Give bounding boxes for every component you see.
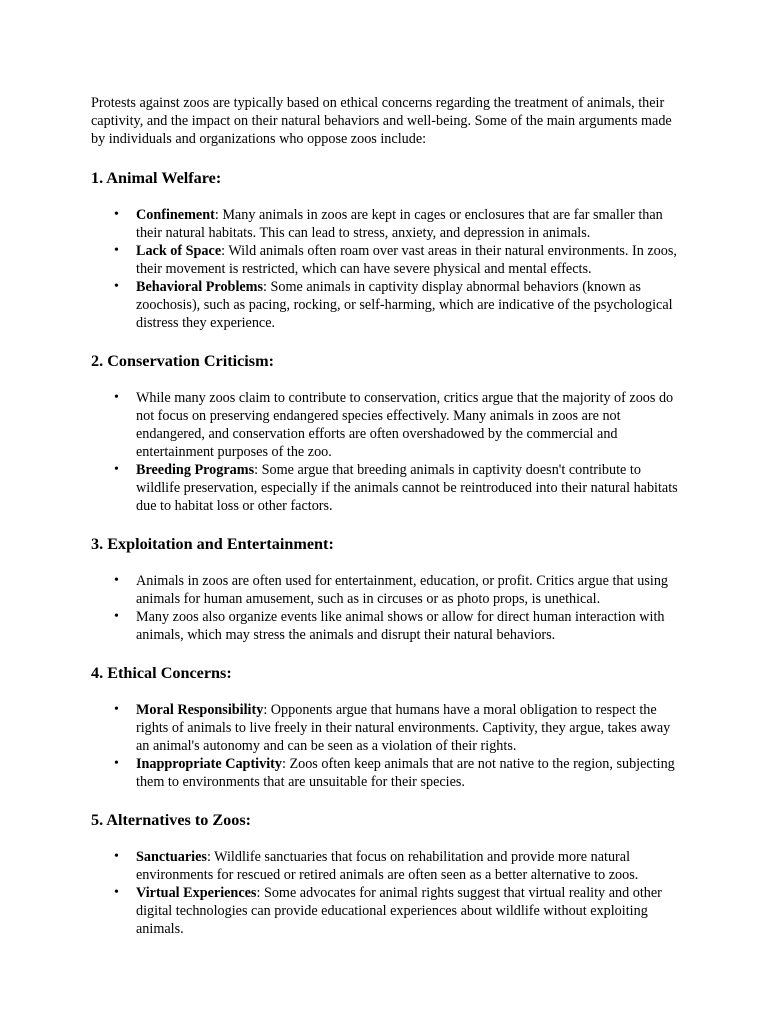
- list-item: [114, 206, 681, 242]
- bullet-icon: •: [114, 207, 119, 222]
- list-item: [114, 278, 681, 332]
- bullet-list: [91, 701, 681, 791]
- intro-paragraph: Protests against zoos are typically based on ethical concerns regarding the treatment of animals, their captivity, and the impact on their natural behaviors and well-being. Some of the main arguments made by individuals and organizations who oppose zoos include:: [91, 95, 672, 147]
- section-alternatives-to-zoos: [91, 810, 681, 938]
- item-term: Confinement: [136, 207, 215, 223]
- section-exploitation-entertainment: [91, 534, 681, 644]
- section-heading: 4. Ethical Concerns:: [91, 664, 232, 682]
- bullet-list: [91, 572, 681, 644]
- bullet-list: [91, 206, 681, 332]
- bullet-icon: •: [114, 390, 119, 405]
- list-item: [114, 242, 681, 278]
- bullet-icon: •: [114, 609, 119, 624]
- list-item: [114, 848, 681, 884]
- bullet-list: [91, 848, 681, 938]
- bullet-icon: •: [114, 756, 119, 771]
- item-text: While many zoos claim to contribute to conservation, critics argue that the majority of zoos do not focus on preserving endangered species effectively. Many animals in zoos are not endangered, and conservation efforts are often overshadowed by the commercial and entertainment purposes of the zoo.: [136, 390, 674, 460]
- section-animal-welfare: [91, 168, 681, 332]
- item-text: Animals in zoos are often used for entertainment, education, or profit. Critics argue that using animals for human amusement, such as in circuses or as photo props, is unethical.: [136, 573, 669, 607]
- list-item: [114, 608, 681, 644]
- bullet-icon: •: [114, 279, 119, 294]
- list-item: [114, 755, 681, 791]
- item-text: : Wildlife sanctuaries that focus on rehabilitation and provide more natural environments for rescued or retired animals are often seen as a better alternative to zoos.: [136, 849, 639, 883]
- item-text: : Some advocates for animal rights suggest that virtual reality and other digital technologies can provide educational experiences about wildlife without exploiting animals.: [136, 885, 662, 937]
- list-item: [114, 389, 681, 461]
- item-term: Moral Responsibility: [136, 702, 264, 718]
- item-text: : Many animals in zoos are kept in cages or enclosures that are far smaller than their natural habitats. This can lead to stress, anxiety, and depression in animals.: [136, 207, 663, 241]
- bullet-icon: •: [114, 849, 119, 864]
- section-conservation-criticism: [91, 351, 681, 515]
- item-term: Lack of Space: [136, 243, 222, 259]
- section-heading: 1. Animal Welfare:: [91, 169, 222, 187]
- section-heading: 2. Conservation Criticism:: [91, 352, 274, 370]
- list-item: [114, 884, 681, 938]
- item-text: : Zoos often keep animals that are not native to the region, subjecting them to environments that are unsuitable for their species.: [136, 756, 675, 790]
- item-term: Sanctuaries: [136, 849, 207, 865]
- section-heading: 3. Exploitation and Entertainment:: [91, 535, 334, 553]
- item-text: : Opponents argue that humans have a moral obligation to respect the rights of animals to live freely in their natural environments. Captivity, they argue, takes away an animal's autonomy and can be seen as a violation of their rights.: [136, 702, 671, 754]
- section-ethical-concerns: [91, 663, 681, 791]
- document-page: [91, 94, 681, 938]
- bullet-icon: •: [114, 573, 119, 588]
- item-term: Inappropriate Captivity: [136, 756, 282, 772]
- item-term: Behavioral Problems: [136, 279, 264, 295]
- bullet-icon: •: [114, 702, 119, 717]
- item-text: : Wild animals often roam over vast areas in their natural environments. In zoos, their movement is restricted, which can have severe physical and mental effects.: [136, 243, 677, 277]
- bullet-icon: •: [114, 243, 119, 258]
- list-item: [114, 461, 681, 515]
- list-item: [114, 701, 681, 755]
- item-text: : Some animals in captivity display abnormal behaviors (known as zoochosis), such as pacing, rocking, or self-harming, which are indicative of the psychological distress they experience.: [136, 279, 673, 331]
- item-term: Virtual Experiences: [136, 885, 257, 901]
- item-term: Breeding Programs: [136, 462, 255, 478]
- bullet-icon: •: [114, 885, 119, 900]
- list-item: [114, 572, 681, 608]
- bullet-list: [91, 389, 681, 515]
- section-heading: 5. Alternatives to Zoos:: [91, 811, 252, 829]
- item-text: : Some argue that breeding animals in captivity doesn't contribute to wildlife preservation, especially if the animals cannot be reintroduced into their natural habitats due to habitat loss or other factors.: [136, 462, 678, 514]
- item-text: Many zoos also organize events like animal shows or allow for direct human interaction with animals, which may stress the animals and disrupt their natural behaviors.: [136, 609, 665, 643]
- bullet-icon: •: [114, 462, 119, 477]
